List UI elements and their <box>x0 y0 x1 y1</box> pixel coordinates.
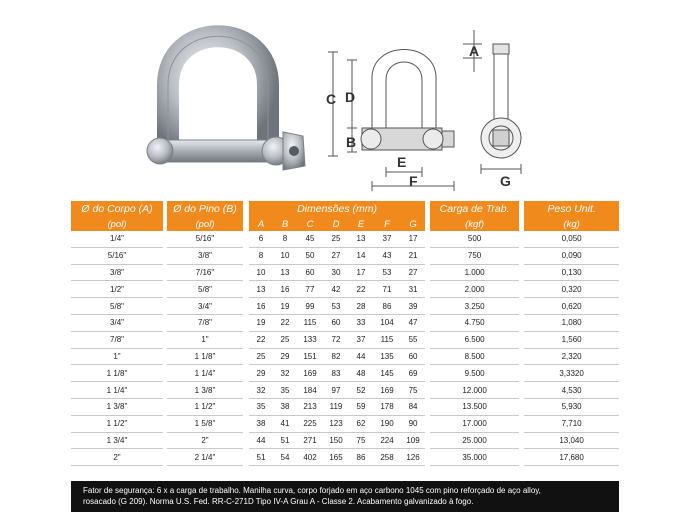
cell-peso: 0,320 <box>524 281 619 298</box>
cell-pino: 1 5/8" <box>167 416 243 433</box>
cell-dim-b: 54 <box>273 449 297 466</box>
cell-pino: 5/8" <box>167 281 243 298</box>
cell-dim-e: 62 <box>349 416 373 433</box>
cell-dim-c: 115 <box>297 315 323 332</box>
table-row <box>71 332 619 349</box>
cell-pino: 3/8" <box>167 248 243 265</box>
cell-dim-f: 145 <box>373 365 401 382</box>
cell-peso: 17,680 <box>524 449 619 466</box>
footnote-line-1: Fator de segurança: 6 x a carga de trabalho. Manilha curva, corpo forjado em aço carbono 1045 com pino reforçado de aço alloy, <box>83 486 541 495</box>
cell-corpo: 1 1/2" <box>71 416 163 433</box>
cell-dim-g: 27 <box>401 265 425 282</box>
cell-dim-g: 39 <box>401 298 425 315</box>
cell-dim-g: 21 <box>401 248 425 265</box>
cell-dim-e: 48 <box>349 365 373 382</box>
cell-corpo: 1 3/8" <box>71 399 163 416</box>
cell-corpo: 1/2" <box>71 281 163 298</box>
front-drawing <box>328 50 454 192</box>
cell-peso: 0,050 <box>524 231 619 248</box>
cell-dim-f: 86 <box>373 298 401 315</box>
cell-dim-b: 38 <box>273 399 297 416</box>
cell-pino: 1 3/8" <box>167 382 243 399</box>
header-row <box>71 201 619 217</box>
cell-dim-f: 43 <box>373 248 401 265</box>
footnote-box <box>71 481 619 512</box>
table-row <box>71 416 619 433</box>
cell-dim-a: 35 <box>249 399 273 416</box>
cell-peso: 1,560 <box>524 332 619 349</box>
cell-dim-g: 90 <box>401 416 425 433</box>
cell-pino: 1 1/8" <box>167 349 243 366</box>
cell-dim-f: 135 <box>373 349 401 366</box>
cell-dim-d: 165 <box>323 449 349 466</box>
cell-dim-b: 10 <box>273 248 297 265</box>
cell-corpo: 5/8" <box>71 298 163 315</box>
cell-dim-d: 123 <box>323 416 349 433</box>
cell-dim-e: 44 <box>349 349 373 366</box>
cell-dim-d: 60 <box>323 315 349 332</box>
table-row <box>71 315 619 332</box>
cell-dim-c: 50 <box>297 248 323 265</box>
table-row <box>71 349 619 366</box>
cell-dim-a: 8 <box>249 248 273 265</box>
cell-dim-d: 119 <box>323 399 349 416</box>
cell-carga: 35.000 <box>430 449 519 466</box>
cell-corpo: 3/4" <box>71 315 163 332</box>
cell-peso: 0,130 <box>524 265 619 282</box>
cell-dim-d: 25 <box>323 231 349 248</box>
subheader-peso: (kg) <box>524 217 619 231</box>
table-row <box>71 399 619 416</box>
cell-dim-d: 150 <box>323 433 349 450</box>
table-row <box>71 433 619 450</box>
cell-peso: 13,040 <box>524 433 619 450</box>
cell-pino: 1" <box>167 332 243 349</box>
cell-dim-c: 77 <box>297 281 323 298</box>
cell-corpo: 7/8" <box>71 332 163 349</box>
cell-dim-c: 225 <box>297 416 323 433</box>
subheader-dim-d: D <box>323 217 349 231</box>
cell-pino: 3/4" <box>167 298 243 315</box>
cell-corpo: 5/16" <box>71 248 163 265</box>
footnote-line-2: rosacado (G 209). Norma U.S. Fed. RR-C-271D Tipo IV-A Grau A - Classe 2. Acabamento galvanizado à fogo. <box>83 497 474 506</box>
cell-dim-d: 83 <box>323 365 349 382</box>
cell-dim-g: 126 <box>401 449 425 466</box>
cell-corpo: 1/4" <box>71 231 163 248</box>
cell-peso: 5,930 <box>524 399 619 416</box>
cell-carga: 17.000 <box>430 416 519 433</box>
cell-dim-d: 27 <box>323 248 349 265</box>
cell-dim-c: 151 <box>297 349 323 366</box>
cell-dim-e: 14 <box>349 248 373 265</box>
cell-dim-a: 22 <box>249 332 273 349</box>
cell-dim-g: 75 <box>401 382 425 399</box>
cell-dim-a: 10 <box>249 265 273 282</box>
cell-dim-e: 59 <box>349 399 373 416</box>
dim-label-c: C <box>326 91 337 107</box>
cell-dim-f: 224 <box>373 433 401 450</box>
cell-dim-f: 169 <box>373 382 401 399</box>
dim-label-e: E <box>397 154 407 170</box>
cell-dim-f: 258 <box>373 449 401 466</box>
cell-dim-b: 35 <box>273 382 297 399</box>
product-figure <box>0 0 689 196</box>
cell-pino: 2" <box>167 433 243 450</box>
cell-dim-e: 33 <box>349 315 373 332</box>
cell-corpo: 1 3/4" <box>71 433 163 450</box>
cell-dim-d: 42 <box>323 281 349 298</box>
cell-dim-a: 25 <box>249 349 273 366</box>
cell-dim-a: 32 <box>249 382 273 399</box>
cell-corpo: 1 1/8" <box>71 365 163 382</box>
table-row <box>71 365 619 382</box>
dim-label-f: F <box>409 173 418 189</box>
cell-carga: 12.000 <box>430 382 519 399</box>
cell-corpo: 2" <box>71 449 163 466</box>
cell-peso: 7,710 <box>524 416 619 433</box>
cell-dim-e: 86 <box>349 449 373 466</box>
cell-pino: 5/16" <box>167 231 243 248</box>
cell-dim-g: 60 <box>401 349 425 366</box>
cell-dim-d: 97 <box>323 382 349 399</box>
cell-dim-b: 16 <box>273 281 297 298</box>
table-row <box>71 449 619 466</box>
table-row <box>71 281 619 298</box>
subheader-dim-e: E <box>349 217 373 231</box>
cell-dim-b: 29 <box>273 349 297 366</box>
cell-dim-f: 104 <box>373 315 401 332</box>
cell-peso: 0,090 <box>524 248 619 265</box>
cell-dim-e: 52 <box>349 382 373 399</box>
cell-dim-c: 169 <box>297 365 323 382</box>
cell-dim-f: 178 <box>373 399 401 416</box>
cell-dim-a: 51 <box>249 449 273 466</box>
cell-dim-a: 29 <box>249 365 273 382</box>
dim-label-d: D <box>345 89 356 105</box>
cell-dim-b: 25 <box>273 332 297 349</box>
header-dimensoes: Dimensões (mm) <box>249 201 425 217</box>
cell-pino: 2 1/4" <box>167 449 243 466</box>
cell-dim-c: 99 <box>297 298 323 315</box>
cell-dim-a: 16 <box>249 298 273 315</box>
cell-dim-e: 13 <box>349 231 373 248</box>
cell-carga: 3.250 <box>430 298 519 315</box>
specifications-table-wrap <box>71 201 619 466</box>
cell-dim-a: 44 <box>249 433 273 450</box>
subheader-pino: (pol) <box>167 217 243 231</box>
cell-dim-b: 51 <box>273 433 297 450</box>
cell-carga: 750 <box>430 248 519 265</box>
cell-peso: 2,320 <box>524 349 619 366</box>
subheader-dim-b: B <box>273 217 297 231</box>
specifications-body <box>71 231 619 466</box>
cell-dim-g: 17 <box>401 231 425 248</box>
cell-pino: 7/16" <box>167 265 243 282</box>
table-row <box>71 248 619 265</box>
cell-dim-f: 71 <box>373 281 401 298</box>
cell-dim-g: 31 <box>401 281 425 298</box>
cell-corpo: 1" <box>71 349 163 366</box>
shackle-drawings <box>0 0 689 196</box>
cell-carga: 6.500 <box>430 332 519 349</box>
subheader-row <box>71 217 619 231</box>
cell-dim-g: 55 <box>401 332 425 349</box>
cell-dim-b: 8 <box>273 231 297 248</box>
cell-dim-b: 41 <box>273 416 297 433</box>
cell-dim-d: 82 <box>323 349 349 366</box>
cell-dim-e: 22 <box>349 281 373 298</box>
cell-dim-f: 37 <box>373 231 401 248</box>
cell-carga: 1.000 <box>430 265 519 282</box>
cell-dim-e: 17 <box>349 265 373 282</box>
cell-pino: 1 1/2" <box>167 399 243 416</box>
cell-dim-c: 184 <box>297 382 323 399</box>
cell-carga: 8.500 <box>430 349 519 366</box>
cell-dim-f: 53 <box>373 265 401 282</box>
cell-dim-a: 6 <box>249 231 273 248</box>
table-row <box>71 265 619 282</box>
cell-peso: 0,620 <box>524 298 619 315</box>
cell-dim-b: 32 <box>273 365 297 382</box>
table-row <box>71 231 619 248</box>
subheader-corpo: (pol) <box>71 217 163 231</box>
cell-pino: 7/8" <box>167 315 243 332</box>
cell-dim-b: 22 <box>273 315 297 332</box>
dim-label-b: B <box>346 134 357 150</box>
cell-dim-c: 60 <box>297 265 323 282</box>
cell-dim-e: 75 <box>349 433 373 450</box>
cell-corpo: 1 1/4" <box>71 382 163 399</box>
cell-dim-c: 45 <box>297 231 323 248</box>
cell-dim-g: 109 <box>401 433 425 450</box>
cell-dim-g: 84 <box>401 399 425 416</box>
cell-dim-e: 37 <box>349 332 373 349</box>
cell-dim-f: 190 <box>373 416 401 433</box>
header-carga: Carga de Trab. <box>430 201 519 217</box>
cell-peso: 4,530 <box>524 382 619 399</box>
specifications-table <box>71 201 619 466</box>
cell-carga: 13.500 <box>430 399 519 416</box>
cell-corpo: 3/8" <box>71 265 163 282</box>
cell-dim-a: 19 <box>249 315 273 332</box>
cell-dim-c: 271 <box>297 433 323 450</box>
cell-dim-e: 28 <box>349 298 373 315</box>
cell-dim-g: 69 <box>401 365 425 382</box>
cell-dim-g: 47 <box>401 315 425 332</box>
cell-dim-c: 133 <box>297 332 323 349</box>
cell-dim-c: 213 <box>297 399 323 416</box>
cell-carga: 500 <box>430 231 519 248</box>
cell-dim-b: 13 <box>273 265 297 282</box>
table-row <box>71 298 619 315</box>
cell-pino: 1 1/4" <box>167 365 243 382</box>
dim-label-a: A <box>469 43 480 59</box>
cell-dim-a: 13 <box>249 281 273 298</box>
cell-peso: 3,3320 <box>524 365 619 382</box>
dim-label-g: G <box>500 173 511 189</box>
cell-dim-b: 19 <box>273 298 297 315</box>
subheader-dim-g: G <box>401 217 425 231</box>
subheader-dim-f: F <box>373 217 401 231</box>
subheader-dim-a: A <box>249 217 273 231</box>
header-corpo: Ø do Corpo (A) <box>71 201 163 217</box>
cell-peso: 1,080 <box>524 315 619 332</box>
header-pino: Ø do Pino (B) <box>167 201 243 217</box>
cell-dim-f: 115 <box>373 332 401 349</box>
table-row <box>71 382 619 399</box>
cell-dim-d: 53 <box>323 298 349 315</box>
cell-carga: 25.000 <box>430 433 519 450</box>
cell-carga: 4.750 <box>430 315 519 332</box>
cell-carga: 2.000 <box>430 281 519 298</box>
cell-dim-d: 72 <box>323 332 349 349</box>
cell-dim-d: 30 <box>323 265 349 282</box>
shackle-photo <box>147 36 305 170</box>
subheader-dim-c: C <box>297 217 323 231</box>
cell-dim-c: 402 <box>297 449 323 466</box>
subheader-carga: (kgf) <box>430 217 519 231</box>
header-peso: Peso Unit. <box>524 201 619 217</box>
cell-carga: 9.500 <box>430 365 519 382</box>
cell-dim-a: 38 <box>249 416 273 433</box>
